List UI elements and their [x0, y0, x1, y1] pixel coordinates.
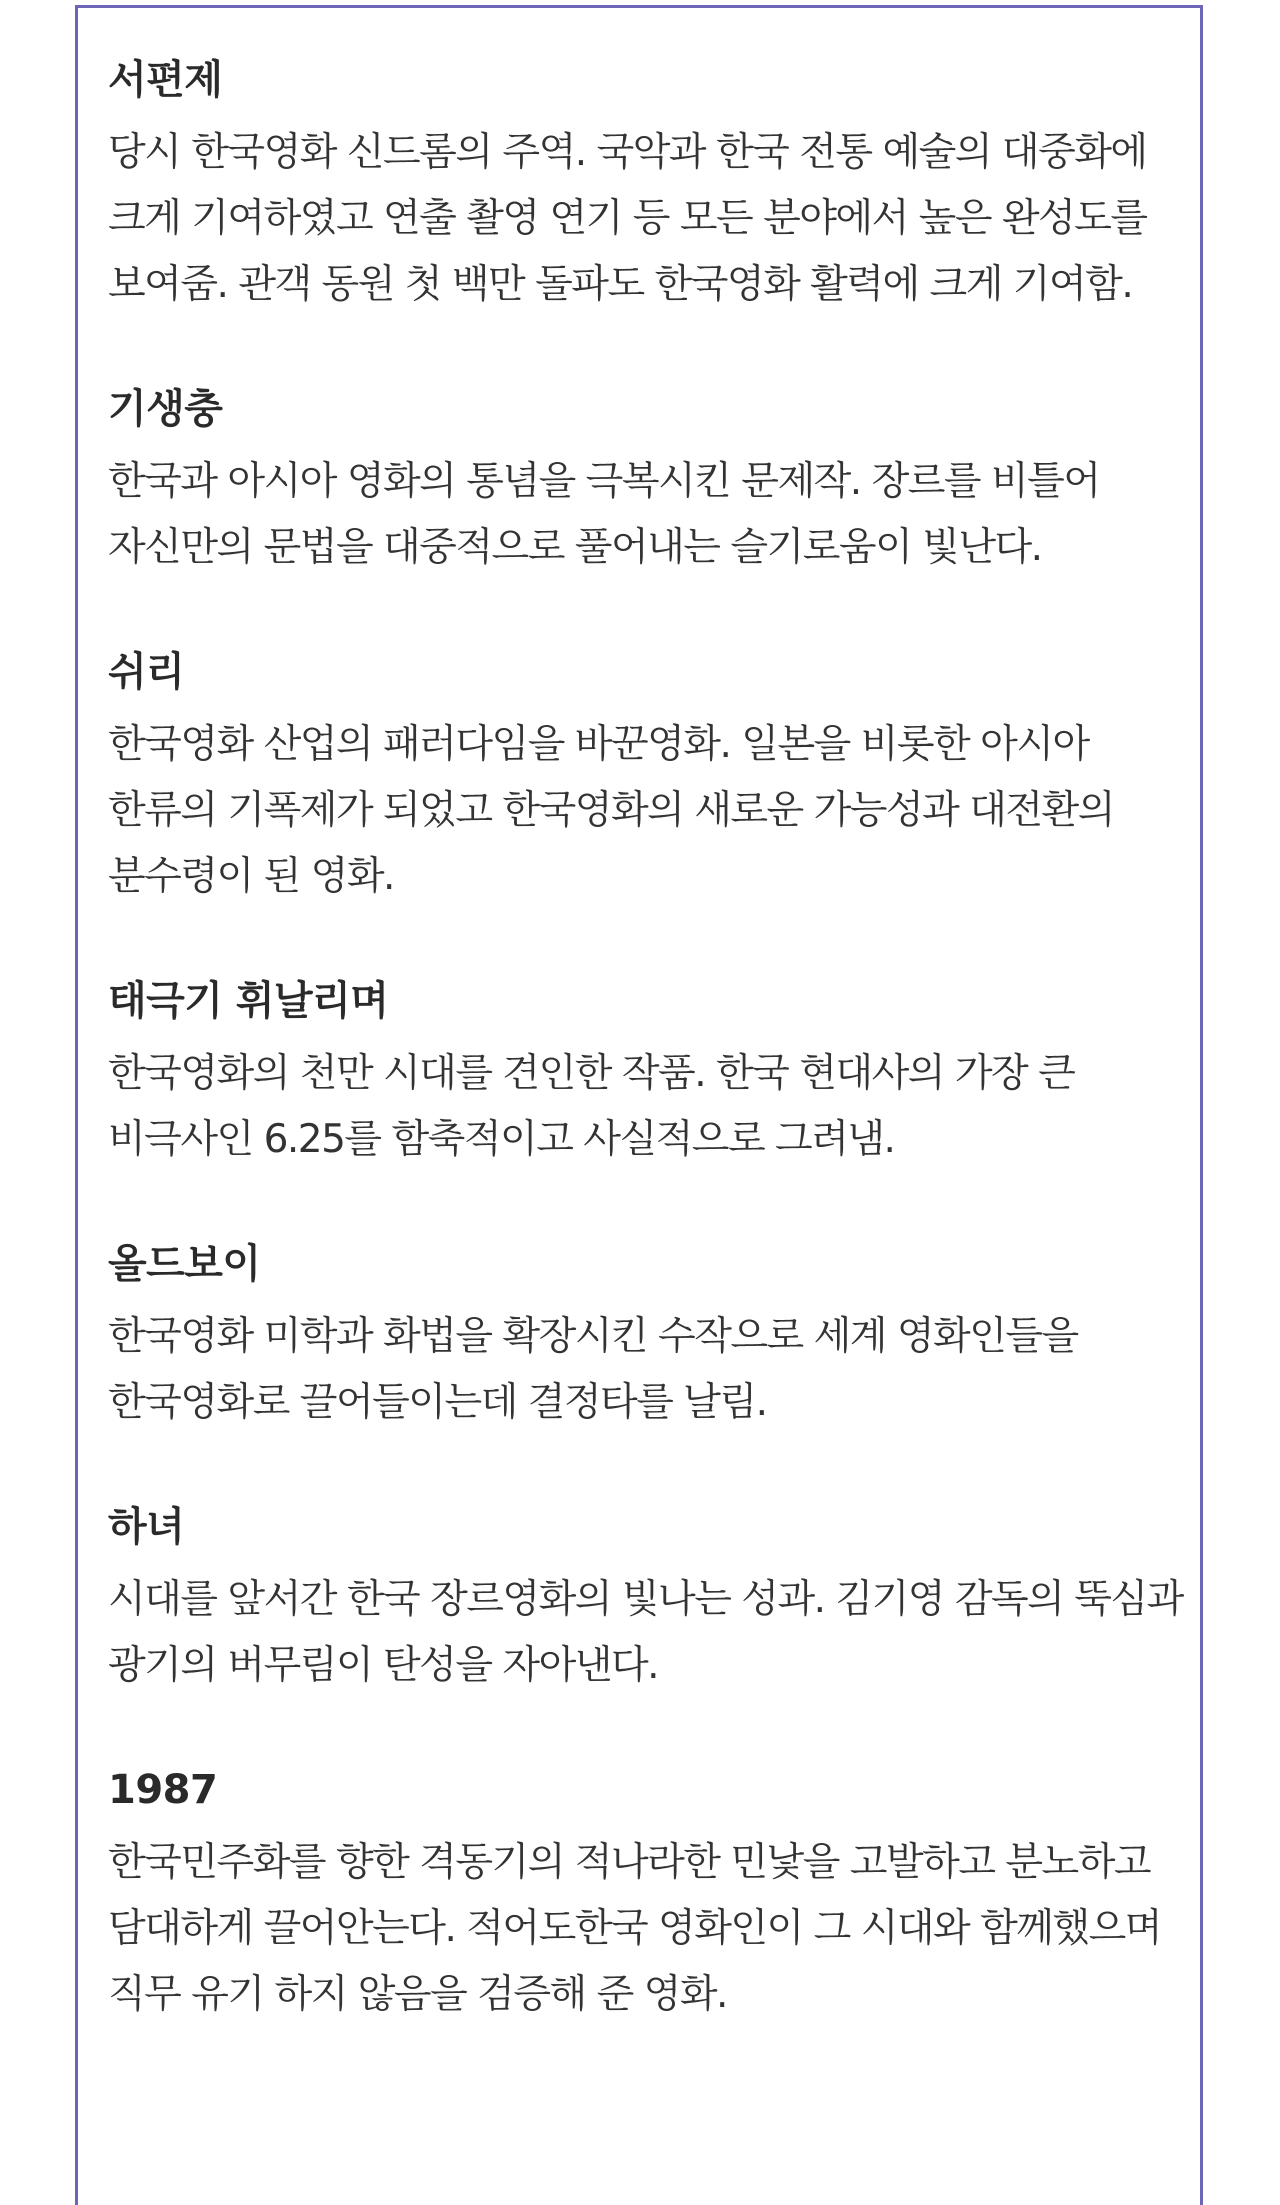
film-description: 한국과 아시아 영화의 통념을 극복시킨 문제작. 장르를 비틀어 자신만의 문법을 대중적으로 풀어내는 슬기로움이 빛난다. [108, 459, 1100, 570]
film-description: 시대를 앞서간 한국 장르영화의 빛나는 성과. 김기영 감독의 뚝심과 광기의 버무림이 탄성을 자아낸다. [108, 1577, 1183, 1688]
film-description: 당시 한국영화 신드롬의 주역. 국악과 한국 전통 예술의 대중화에 크게 기여하였고 연출 촬영 연기 등 모든 분야에서 높은 완성도를 보여줌. 관객 동원 첫 백만 돌파도 한국영화 활력에 크게 기여함. [108, 130, 1147, 307]
film-title: 태극기 휘날리며 [108, 978, 389, 1024]
film-description: 한국민주화를 향한 격동기의 적나라한 민낯을 고발하고 분노하고 담대하게 끌어안는다. 적어도한국 영화인이 그 시대와 함께했으며 직무 유기 하지 않음을 검증해 준 영화. [108, 1840, 1161, 2017]
film-title: 하녀 [108, 1504, 185, 1550]
film-title: 쉬리 [108, 649, 185, 695]
film-title: 올드보이 [108, 1241, 261, 1287]
film-title: 기생충 [108, 386, 223, 432]
film-description: 한국영화 산업의 패러다임을 바꾼영화. 일본을 비롯한 아시아 한류의 기폭제가 되었고 한국영화의 새로운 가능성과 대전환의 분수령이 된 영화. [108, 722, 1114, 899]
film-entry [108, 1765, 1188, 2028]
film-description: 한국영화의 천만 시대를 견인한 작품. 한국 현대사의 가장 큰 비극사인 6.25를 함축적이고 사실적으로 그려냄. [108, 1051, 1075, 1162]
film-list [108, 55, 1188, 2094]
film-entry [108, 647, 1188, 910]
film-entry [108, 55, 1188, 318]
film-entry [108, 976, 1188, 1173]
film-title: 1987 [108, 1767, 218, 1813]
film-title: 서편제 [108, 57, 223, 103]
film-description: 한국영화 미학과 화법을 확장시킨 수작으로 세계 영화인들을 한국영화로 끌어들이는데 결정타를 날림. [108, 1314, 1078, 1425]
film-entry [108, 1239, 1188, 1436]
film-entry [108, 1502, 1188, 1699]
film-entry [108, 384, 1188, 581]
